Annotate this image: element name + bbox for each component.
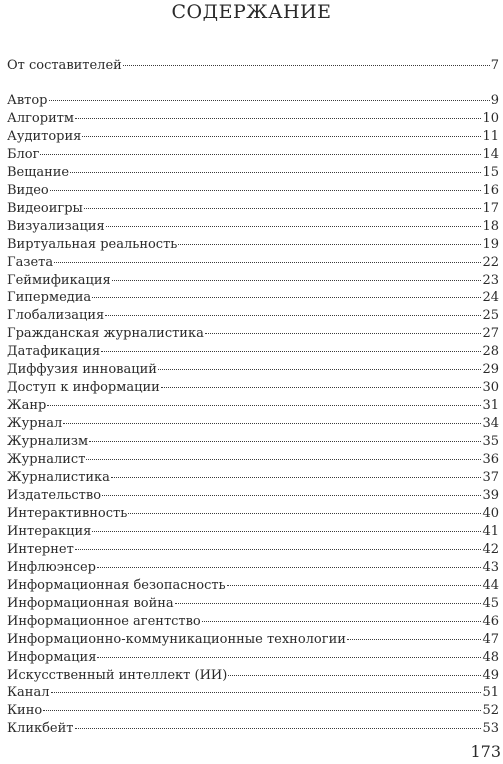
dot-leader <box>43 710 481 711</box>
toc-entry-page: 22 <box>482 254 499 270</box>
toc-entry <box>7 200 499 218</box>
toc-entry-title: Журнал <box>7 416 63 432</box>
toc-entry-title: Виртуальная реальность <box>7 236 178 252</box>
toc-entry-page: 44 <box>482 577 499 593</box>
toc-entry <box>7 325 499 343</box>
dot-leader <box>112 280 482 281</box>
dot-leader <box>92 531 481 532</box>
toc-entry <box>7 236 499 254</box>
dot-leader <box>105 315 481 316</box>
dot-leader <box>102 495 481 496</box>
toc-entry <box>7 613 499 631</box>
toc-entry-page: 45 <box>482 595 499 611</box>
toc-entry <box>7 702 499 720</box>
dot-leader <box>89 441 481 442</box>
toc-entry-title: Информационно-коммуникационные технологии <box>7 631 346 647</box>
toc-entry <box>7 254 499 272</box>
toc-entry <box>7 289 499 307</box>
toc-entry <box>7 110 499 128</box>
page-number: 173 <box>470 742 501 761</box>
toc-entry-title: Алгоритм <box>7 110 75 126</box>
toc-entry-page: 39 <box>482 487 499 503</box>
toc-entry-title: Блог <box>7 146 40 162</box>
toc-entry <box>7 667 499 685</box>
toc-entry <box>7 397 499 415</box>
toc-entry <box>7 684 499 702</box>
dot-leader <box>227 585 482 586</box>
toc-entry-page: 10 <box>482 110 499 126</box>
toc-entry-title: Интерактивность <box>7 505 128 521</box>
dot-leader <box>50 190 482 191</box>
toc-entry-title: Информационная война <box>7 595 174 611</box>
toc-entry <box>7 505 499 523</box>
toc-entry-title: Гражданская журналистика <box>7 326 204 342</box>
toc-entry-page: 7 <box>490 58 499 73</box>
toc-entry <box>7 272 499 290</box>
dot-leader <box>97 567 481 568</box>
toc-entry-page: 25 <box>482 308 499 324</box>
toc-entry <box>7 218 499 236</box>
dot-leader <box>40 154 481 155</box>
toc-entry-page: 47 <box>482 631 499 647</box>
toc-entry-page: 40 <box>482 505 499 521</box>
toc-entry <box>7 577 499 595</box>
dot-leader <box>202 621 482 622</box>
toc-entry-title: Инфлюэнсер <box>7 559 96 575</box>
toc-entry <box>7 128 499 146</box>
toc-entry-title: Искусственный интеллект (ИИ) <box>7 667 228 683</box>
toc-entry-title: Информационное агентство <box>7 613 201 629</box>
dot-leader <box>51 692 482 693</box>
dot-leader <box>111 477 482 478</box>
toc-entry-page: 23 <box>482 272 499 288</box>
toc-entry-title: Видео <box>7 182 49 198</box>
toc-entry-page: 16 <box>482 182 499 198</box>
toc-entry <box>7 523 499 541</box>
toc-entry-title: Глобализация <box>7 308 105 324</box>
toc-entry <box>7 361 499 379</box>
toc-entry-page: 34 <box>482 416 499 432</box>
toc-entry-title: От составителей <box>7 58 122 73</box>
dot-leader <box>47 405 481 406</box>
toc-entry-title: Доступ к информации <box>7 380 160 396</box>
toc-entry <box>7 164 499 182</box>
toc-entry <box>7 541 499 559</box>
toc-entry-page: 51 <box>482 685 499 701</box>
toc-entry-page: 27 <box>482 326 499 342</box>
toc-entry-title: Визуализация <box>7 218 105 234</box>
toc-entry-title: Канал <box>7 685 50 701</box>
dot-leader <box>158 369 482 370</box>
toc-entry-page: 46 <box>482 613 499 629</box>
dot-leader <box>205 333 482 334</box>
dot-leader <box>86 459 481 460</box>
toc-entry <box>7 595 499 613</box>
dot-leader <box>178 244 481 245</box>
toc-entry-page: 31 <box>482 398 499 414</box>
dot-leader <box>63 423 481 424</box>
toc-entry-page: 28 <box>482 344 499 360</box>
toc-entry-page: 36 <box>482 452 499 468</box>
toc-entry-page: 15 <box>482 164 499 180</box>
dot-leader <box>75 118 481 119</box>
toc-entry <box>7 307 499 325</box>
dot-leader <box>49 100 490 101</box>
toc-entry-page: 43 <box>482 559 499 575</box>
toc-entry <box>7 146 499 164</box>
toc-entry-title: Гипермедиа <box>7 290 92 306</box>
toc-entry-page: 19 <box>482 236 499 252</box>
toc-entry-title: Журналистика <box>7 470 110 486</box>
dot-leader <box>70 172 481 173</box>
dot-leader <box>161 387 482 388</box>
dot-leader <box>75 549 482 550</box>
toc-intro-list <box>7 57 499 75</box>
dot-leader <box>82 136 481 137</box>
toc-entry-title: Видеоигры <box>7 200 83 216</box>
toc-entry-page: 29 <box>482 362 499 378</box>
toc-entry-page: 18 <box>482 218 499 234</box>
toc-entry-title: Жанр <box>7 398 47 414</box>
toc-entry-page: 49 <box>482 667 499 683</box>
toc-entry-title: Информационная безопасность <box>7 577 226 593</box>
toc-entry-title: Кино <box>7 703 43 719</box>
toc-entry-page: 52 <box>482 703 499 719</box>
toc-entry-title: Датафикация <box>7 344 101 360</box>
page-title: СОДЕРЖАНИЕ <box>171 1 332 23</box>
toc-entry-title: Диффузия инноваций <box>7 362 157 378</box>
dot-leader <box>175 603 482 604</box>
toc-entry-page: 42 <box>482 541 499 557</box>
toc-entry-page: 17 <box>482 200 499 216</box>
toc-entry <box>7 451 499 469</box>
toc-entry <box>7 487 499 505</box>
toc-entry <box>7 343 499 361</box>
toc-entry-title: Информация <box>7 649 97 665</box>
toc-list <box>7 92 499 738</box>
toc-entry <box>7 433 499 451</box>
toc-entry-page: 53 <box>482 721 499 737</box>
toc-entry-page: 41 <box>482 523 499 539</box>
toc-entry-title: Интеракция <box>7 523 92 539</box>
toc-entry-page: 37 <box>482 470 499 486</box>
toc-entry-title: Издательство <box>7 487 102 503</box>
toc-entry-title: Кликбейт <box>7 721 74 737</box>
dot-leader <box>92 297 481 298</box>
toc-entry-title: Журналист <box>7 452 86 468</box>
toc-entry-title: Аудитория <box>7 128 82 144</box>
toc-entry <box>7 559 499 577</box>
dot-leader <box>97 657 481 658</box>
dot-leader <box>106 226 482 227</box>
toc-entry <box>7 57 499 75</box>
toc-entry <box>7 415 499 433</box>
dot-leader <box>128 513 481 514</box>
dot-leader <box>228 675 481 676</box>
dot-leader <box>347 639 482 640</box>
toc-entry-page: 9 <box>490 93 499 108</box>
toc-entry <box>7 649 499 667</box>
dot-leader <box>123 65 490 66</box>
toc-entry-title: Вещание <box>7 164 70 180</box>
toc-entry-page: 48 <box>482 649 499 665</box>
toc-entry-title: Геймификация <box>7 272 111 288</box>
dot-leader <box>84 208 482 209</box>
toc-entry-page: 11 <box>482 128 499 144</box>
toc-entry <box>7 182 499 200</box>
toc-entry <box>7 720 499 738</box>
toc-entry <box>7 379 499 397</box>
dot-leader <box>75 728 482 729</box>
toc-entry-page: 24 <box>482 290 499 306</box>
toc-entry-title: Автор <box>7 93 48 108</box>
dot-leader <box>54 262 481 263</box>
toc-entry-title: Журнализм <box>7 434 89 450</box>
toc-entry-page: 30 <box>482 380 499 396</box>
toc-entry <box>7 631 499 649</box>
dot-leader <box>101 351 481 352</box>
toc-entry-title: Газета <box>7 254 54 270</box>
toc-entry-title: Интернет <box>7 541 74 557</box>
toc-entry <box>7 469 499 487</box>
toc-entry-page: 14 <box>482 146 499 162</box>
toc-entry <box>7 92 499 110</box>
toc-entry-page: 35 <box>482 434 499 450</box>
